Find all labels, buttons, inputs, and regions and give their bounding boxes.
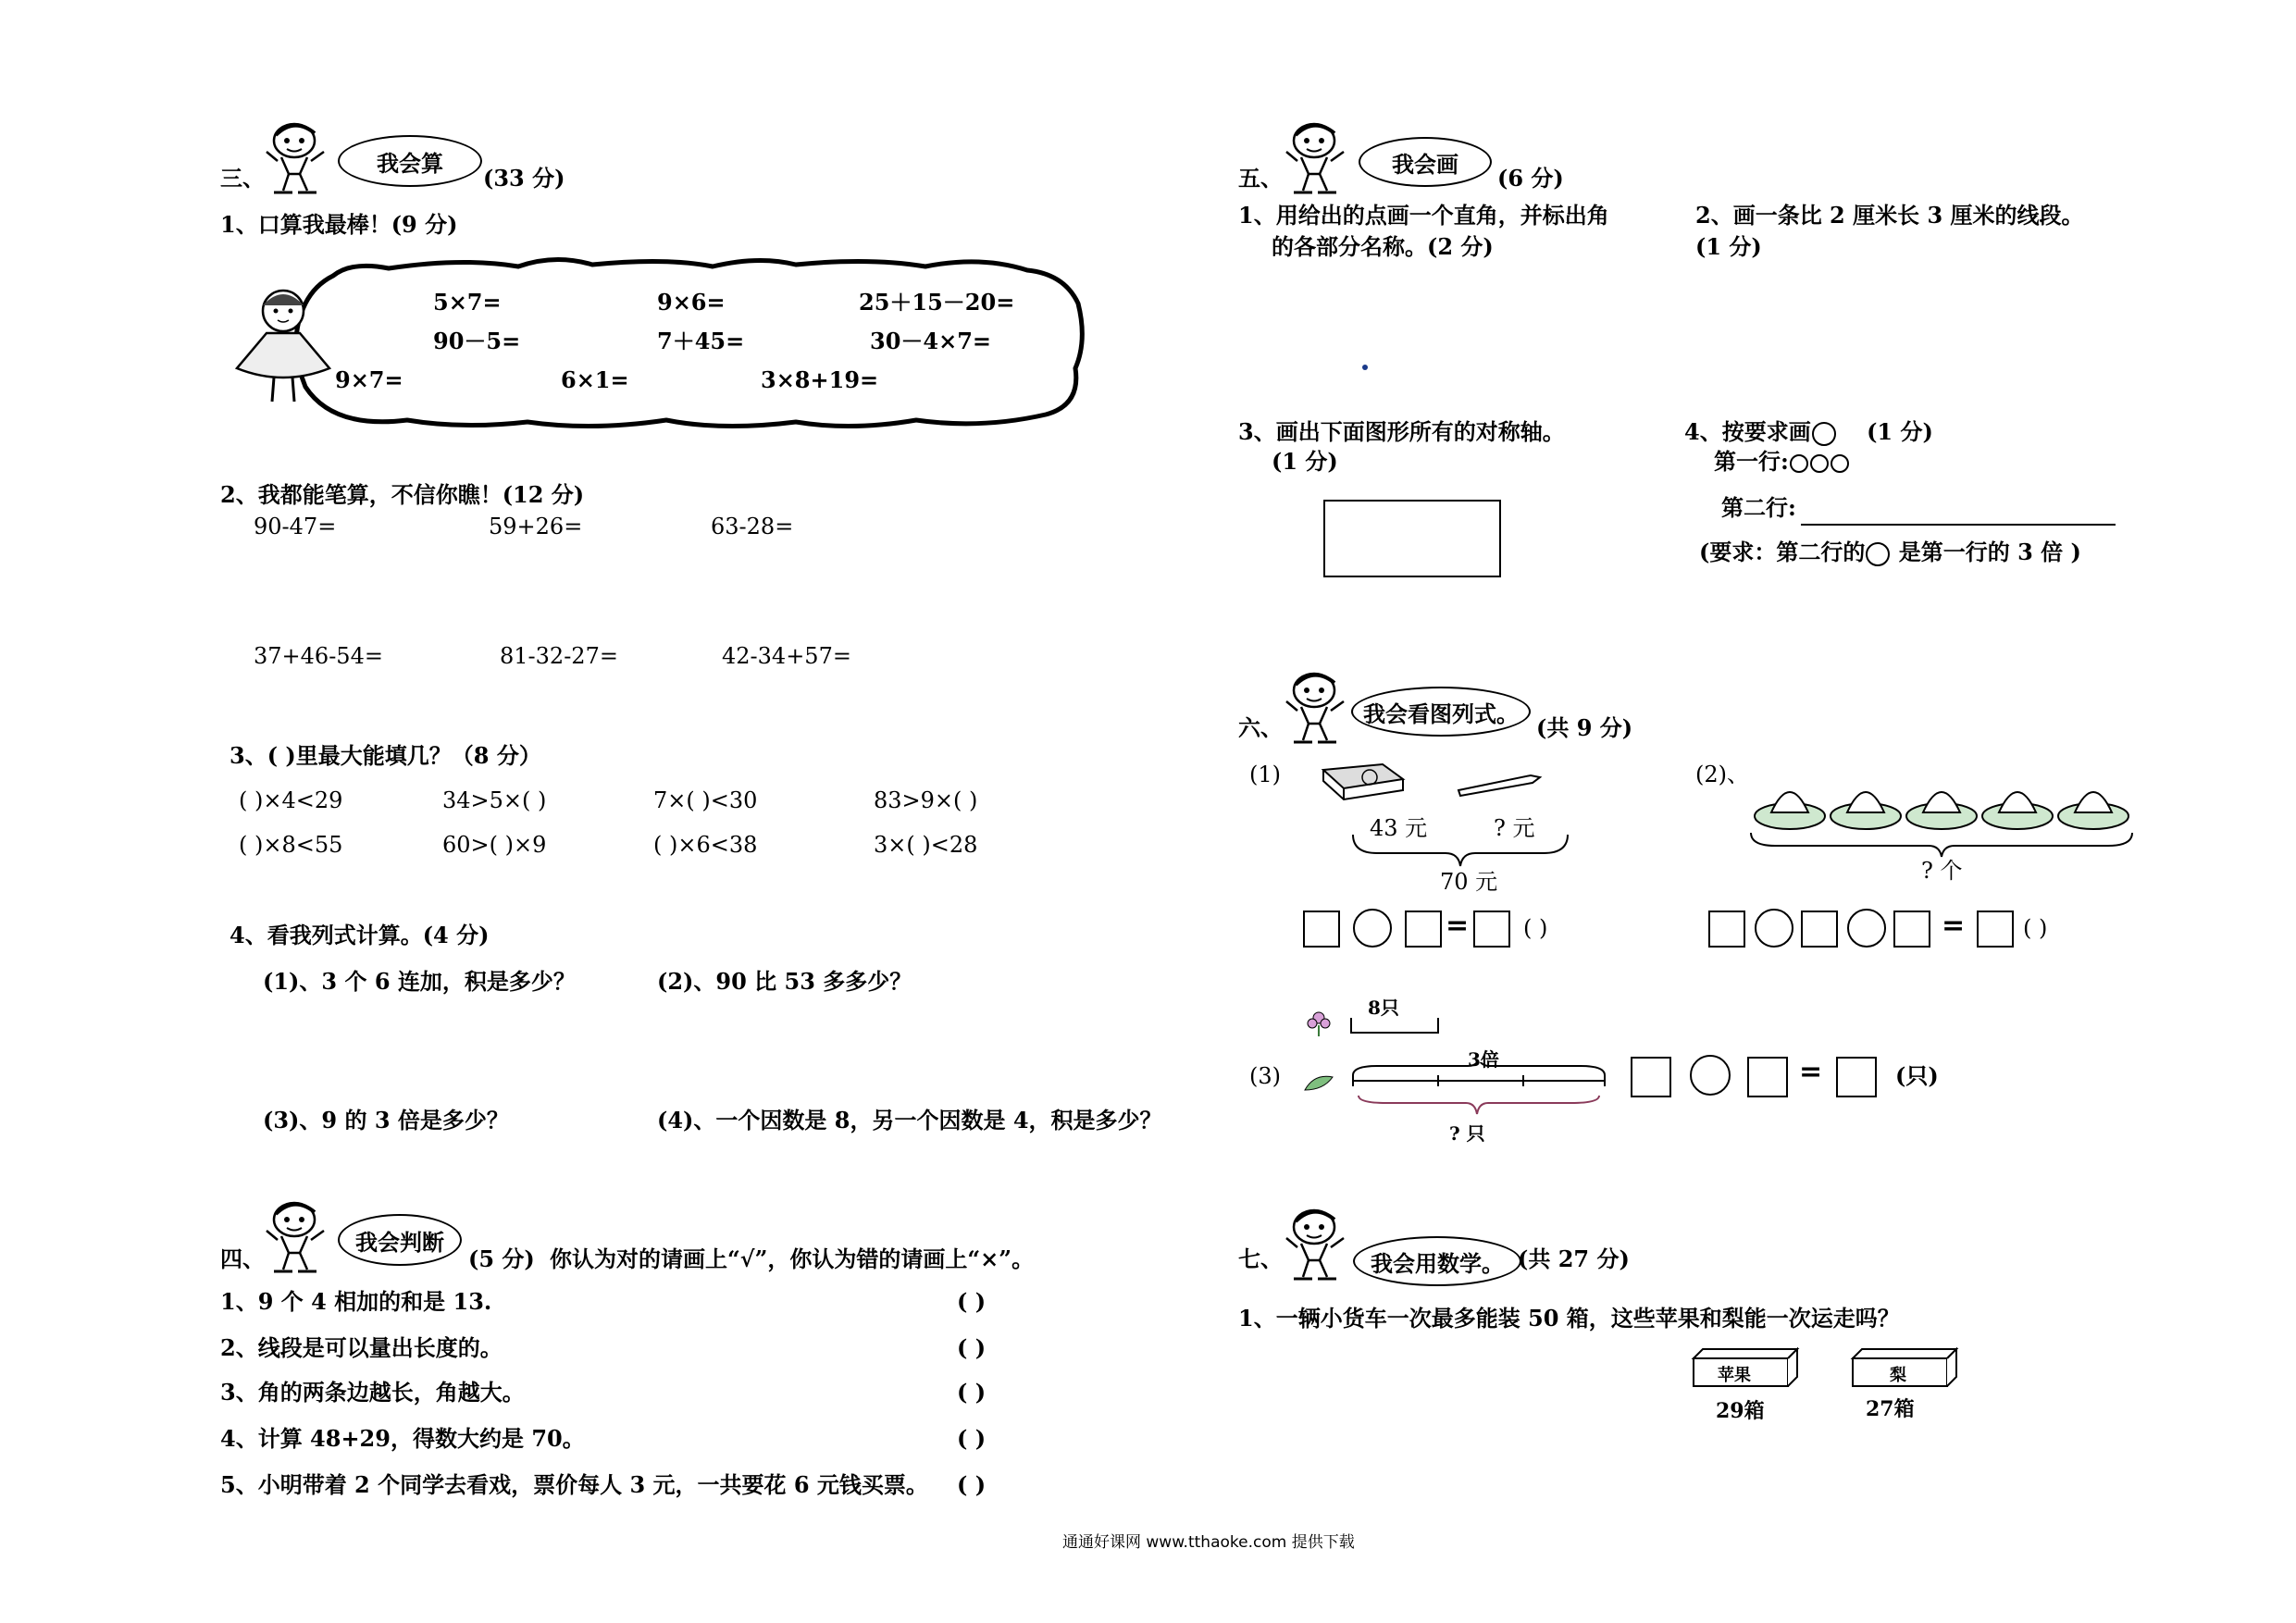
draw-q4-score: (1 分) bbox=[1867, 418, 1933, 445]
draw-q3-line2: (1 分) bbox=[1272, 448, 1338, 475]
judge-4-paren[interactable]: ( ) bbox=[957, 1425, 987, 1452]
price-book: 43 元 bbox=[1370, 815, 1428, 841]
answer-box[interactable] bbox=[1631, 1057, 1671, 1097]
dumpling-count: ? 个 bbox=[1921, 858, 1963, 884]
section-4-bubble: 我会判断 bbox=[338, 1214, 462, 1266]
section-7-q1: 1、一辆小货车一次最多能装 50 箱，这些苹果和梨能一次运走吗？ bbox=[1238, 1305, 1900, 1332]
footer-text: 通通好课网 www.tthaoke.com 提供下载 bbox=[1062, 1533, 1355, 1552]
q4-title: 4、看我列式计算。(4 分) bbox=[230, 922, 490, 948]
given-dot[interactable] bbox=[1362, 365, 1368, 370]
answer-box[interactable] bbox=[1708, 911, 1745, 948]
equals-sign: = bbox=[1446, 910, 1470, 942]
judge-3-paren[interactable]: ( ) bbox=[957, 1379, 987, 1406]
q4-sub-3: (3)、9 的 3 倍是多少？ bbox=[263, 1107, 509, 1134]
book-icon bbox=[1318, 761, 1410, 803]
q1-title: 1、口算我最棒！(9 分) bbox=[220, 211, 458, 238]
section-7-score: (共 27 分) bbox=[1518, 1245, 1630, 1272]
answer-box[interactable] bbox=[1473, 911, 1510, 948]
mascot-icon bbox=[261, 1197, 328, 1273]
fill-2: 34>5×( ) bbox=[442, 787, 547, 813]
fill-8: 3×( )<28 bbox=[874, 832, 978, 858]
section-6-score: (共 9 分) bbox=[1536, 714, 1633, 741]
price-pen: ? 元 bbox=[1494, 815, 1535, 841]
draw-q1-line2: 的各部分名称。(2 分) bbox=[1272, 233, 1494, 260]
oral-4: 90－5= bbox=[433, 328, 521, 354]
written-3: 63-28= bbox=[711, 514, 794, 539]
pear-crate-count: 27箱 bbox=[1866, 1397, 1915, 1421]
section-5-bubble: 我会画 bbox=[1359, 137, 1492, 187]
oral-1: 5×7= bbox=[433, 289, 502, 316]
fill-3: 7×( )<30 bbox=[653, 787, 758, 813]
unit-paren[interactable]: ( ) bbox=[1523, 915, 1548, 941]
apple-crate-label: 苹果 bbox=[1718, 1366, 1751, 1385]
section-7-number: 七、 bbox=[1238, 1245, 1283, 1272]
written-6: 42-34+57= bbox=[722, 643, 851, 669]
draw-q3-line1: 3、画出下面图形所有的对称轴。 bbox=[1238, 418, 1565, 445]
judge-4: 4、计算 48+29，得数大约是 70。 bbox=[220, 1425, 585, 1452]
circle-icon bbox=[1866, 542, 1890, 566]
girl-icon bbox=[218, 285, 348, 405]
times-brace bbox=[1349, 1062, 1608, 1118]
answer-box[interactable] bbox=[1893, 911, 1930, 948]
answer-box[interactable] bbox=[1801, 911, 1838, 948]
draw-q1-line1: 1、用给出的点画一个直角，并标出角 bbox=[1238, 202, 1609, 229]
section-5-score: (6 分) bbox=[1497, 165, 1564, 192]
requirement-end: 是第一行的 3 倍 ) bbox=[1898, 539, 2081, 565]
circle-icon bbox=[1810, 454, 1829, 473]
q4-sub-4: (4)、一个因数是 8，另一个因数是 4，积是多少？ bbox=[657, 1107, 1162, 1134]
fill-5: ( )×8<55 bbox=[239, 832, 343, 858]
draw-q4-text: 4、按要求画 bbox=[1684, 418, 1811, 445]
answer-box[interactable] bbox=[1405, 911, 1442, 948]
eight-bracket bbox=[1349, 1016, 1442, 1036]
operator-circle[interactable] bbox=[1353, 909, 1392, 948]
section-4-number: 四、 bbox=[220, 1245, 265, 1272]
section-3-bubble: 我会算 bbox=[338, 135, 482, 187]
section-3-number: 三、 bbox=[220, 165, 265, 192]
apple-crate-count: 29箱 bbox=[1716, 1399, 1765, 1423]
pear-crate-label: 梨 bbox=[1890, 1366, 1906, 1385]
part-3-label: (3) bbox=[1249, 1063, 1281, 1089]
answer-box[interactable] bbox=[1836, 1057, 1877, 1097]
oral-7: 9×7= bbox=[335, 366, 403, 393]
oral-3: 25＋15－20= bbox=[859, 289, 1015, 316]
eight-label: 8只 bbox=[1368, 997, 1399, 1019]
judge-1-paren[interactable]: ( ) bbox=[957, 1288, 987, 1315]
row1 bbox=[1714, 448, 1850, 476]
row1-label: 第一行: bbox=[1714, 448, 1789, 475]
q2-title: 2、我都能笔算，不信你瞧！(12 分) bbox=[220, 481, 585, 508]
judge-2: 2、线段是可以量出长度的。 bbox=[220, 1334, 503, 1361]
mascot-icon bbox=[1281, 118, 1347, 194]
section-5-number: 五、 bbox=[1238, 165, 1283, 192]
draw-q4-title bbox=[1684, 418, 1933, 446]
draw-q2-line2: (1 分) bbox=[1695, 233, 1762, 260]
judge-5-paren[interactable]: ( ) bbox=[957, 1471, 987, 1498]
requirement bbox=[1699, 539, 2081, 566]
oral-8: 6×1= bbox=[561, 366, 629, 393]
leaf-icon bbox=[1301, 1070, 1338, 1097]
mascot-icon bbox=[1281, 1205, 1347, 1281]
row2-answer-line[interactable] bbox=[1801, 524, 2116, 526]
part-1-label: (1) bbox=[1249, 762, 1281, 787]
judge-5: 5、小明带着 2 个同学去看戏，票价每人 3 元，一共要花 6 元钱买票。 bbox=[220, 1471, 928, 1498]
q4-sub-1: (1)、3 个 6 连加，积是多少？ bbox=[263, 968, 576, 995]
fill-4: 83>9×( ) bbox=[874, 787, 978, 813]
oral-5: 7＋45= bbox=[657, 328, 745, 354]
section-4-instruction: 你认为对的请画上“√”，你认为错的请画上“×”。 bbox=[550, 1245, 1035, 1272]
q3-title: 3、( )里最大能填几？（8 分） bbox=[230, 742, 541, 769]
total-price: 70 元 bbox=[1440, 869, 1498, 895]
mascot-icon bbox=[1281, 668, 1347, 744]
judge-2-paren[interactable]: ( ) bbox=[957, 1334, 987, 1361]
total-brace bbox=[1349, 831, 1571, 868]
circle-icon bbox=[1790, 454, 1808, 473]
row2-label: 第二行: bbox=[1721, 494, 1796, 521]
mascot-icon bbox=[261, 118, 328, 194]
operator-circle[interactable] bbox=[1755, 909, 1793, 948]
unknown-count: ? 只 bbox=[1449, 1122, 1485, 1145]
answer-box[interactable] bbox=[1303, 911, 1340, 948]
section-4-score: (5 分) bbox=[468, 1245, 535, 1272]
draw-q2-line1: 2、画一条比 2 厘米长 3 厘米的线段。 bbox=[1695, 202, 2084, 229]
oral-2: 9×6= bbox=[657, 289, 726, 316]
requirement-start: (要求：第二行的 bbox=[1699, 539, 1866, 565]
answer-box[interactable] bbox=[1977, 911, 2014, 948]
fill-7: ( )×6<38 bbox=[653, 832, 758, 858]
judge-3: 3、角的两条边越长，角越大。 bbox=[220, 1379, 525, 1406]
oral-6: 30－4×7= bbox=[870, 328, 992, 354]
fill-6: 60>( )×9 bbox=[442, 832, 547, 858]
judge-1: 1、9 个 4 相加的和是 13. bbox=[220, 1288, 492, 1315]
section-3-score: (33 分) bbox=[483, 165, 565, 192]
unit-label: (只) bbox=[1895, 1062, 1939, 1089]
pen-icon bbox=[1453, 770, 1545, 798]
oral-9: 3×8+19= bbox=[761, 366, 879, 393]
q4-sub-2: (2)、90 比 53 多多少？ bbox=[657, 968, 912, 995]
written-4: 37+46-54= bbox=[254, 643, 383, 669]
written-1: 90-47= bbox=[254, 514, 337, 539]
symmetry-rectangle bbox=[1323, 500, 1501, 577]
operator-circle[interactable] bbox=[1690, 1055, 1731, 1096]
circle-icon bbox=[1831, 454, 1849, 473]
written-5: 81-32-27= bbox=[500, 643, 618, 669]
unit-paren[interactable]: ( ) bbox=[2023, 915, 2048, 941]
flower-icon bbox=[1303, 1007, 1334, 1038]
written-2: 59+26= bbox=[489, 514, 583, 539]
equals-sign: = bbox=[1799, 1056, 1823, 1088]
operator-circle[interactable] bbox=[1847, 909, 1886, 948]
answer-box[interactable] bbox=[1747, 1057, 1788, 1097]
section-6-number: 六、 bbox=[1238, 714, 1283, 741]
part-2-label: (2)、 bbox=[1695, 762, 1749, 787]
section-7-bubble: 我会用数学。 bbox=[1353, 1236, 1521, 1286]
circle-icon bbox=[1812, 422, 1836, 446]
equals-sign: = bbox=[1942, 910, 1966, 942]
fill-1: ( )×4<29 bbox=[239, 787, 343, 813]
section-6-bubble: 我会看图列式。 bbox=[1351, 687, 1531, 737]
times-label: 3倍 bbox=[1468, 1048, 1499, 1071]
